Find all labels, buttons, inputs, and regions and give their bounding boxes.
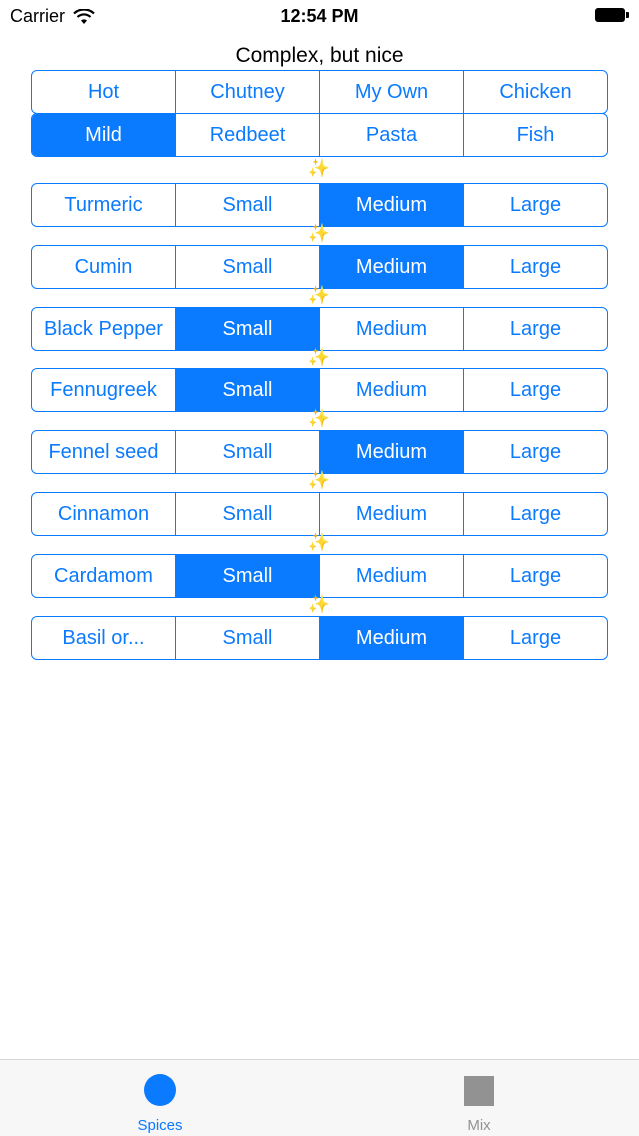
- spice-name-cardamom[interactable]: Cardamom: [54, 564, 153, 587]
- size-medium[interactable]: Medium: [319, 246, 463, 288]
- sparkle-icon: ✨: [307, 285, 331, 305]
- tab-bar: [0, 1059, 639, 1136]
- size-medium[interactable]: Medium: [319, 493, 463, 535]
- size-medium[interactable]: Medium: [319, 555, 463, 597]
- size-small[interactable]: Small: [175, 431, 319, 473]
- sparkle-icon: ✨: [307, 470, 331, 490]
- category-my-own[interactable]: My Own: [319, 71, 463, 113]
- size-small[interactable]: Small: [175, 493, 319, 535]
- square-icon: [464, 1076, 494, 1106]
- sparkle-icon: ✨: [307, 532, 331, 552]
- size-medium[interactable]: Medium: [319, 617, 463, 659]
- spice-name-fennugreek[interactable]: Fennugreek: [50, 378, 157, 401]
- sparkle-icon: ✨: [307, 223, 331, 243]
- size-large[interactable]: Large: [463, 555, 607, 597]
- size-small[interactable]: Small: [175, 555, 319, 597]
- size-small[interactable]: Small: [175, 184, 319, 226]
- spice-name-turmeric[interactable]: Turmeric: [64, 193, 143, 216]
- size-medium[interactable]: Medium: [319, 184, 463, 226]
- size-medium[interactable]: Medium: [319, 369, 463, 411]
- category-chicken[interactable]: Chicken: [463, 71, 607, 113]
- category-hot[interactable]: Hot: [87, 80, 120, 103]
- category-chutney[interactable]: Chutney: [175, 71, 319, 113]
- spice-name-black-pepper[interactable]: Black Pepper: [44, 317, 163, 340]
- spice-name-cinnamon[interactable]: Cinnamon: [57, 502, 150, 525]
- sparkle-icon: ✨: [307, 594, 331, 614]
- size-large[interactable]: Large: [463, 369, 607, 411]
- category-row-1: [31, 70, 608, 114]
- category-row-2: [31, 113, 608, 157]
- size-medium[interactable]: Medium: [319, 308, 463, 350]
- sparkle-icon: ✨: [307, 158, 331, 178]
- tab-spices-label: Spices: [137, 1117, 183, 1134]
- size-small[interactable]: Small: [175, 246, 319, 288]
- category-redbeet[interactable]: Redbeet: [175, 114, 319, 156]
- battery-icon: [595, 8, 629, 24]
- spice-row-basil-or: [31, 616, 608, 660]
- category-mild[interactable]: Mild: [32, 114, 175, 156]
- sparkle-icon: ✨: [307, 347, 331, 367]
- size-small[interactable]: Small: [175, 369, 319, 411]
- size-small[interactable]: Small: [175, 617, 319, 659]
- tab-mix[interactable]: [379, 1060, 579, 1136]
- size-large[interactable]: Large: [463, 431, 607, 473]
- size-large[interactable]: Large: [463, 493, 607, 535]
- sparkle-icon: ✨: [307, 408, 331, 428]
- size-large[interactable]: Large: [463, 246, 607, 288]
- spice-name-fennel-seed[interactable]: Fennel seed: [48, 440, 159, 463]
- size-large[interactable]: Large: [463, 308, 607, 350]
- spice-name-cumin[interactable]: Cumin: [74, 255, 133, 278]
- tab-mix-label: Mix: [467, 1117, 491, 1134]
- status-time: 12:54 PM: [280, 6, 359, 26]
- size-small[interactable]: Small: [175, 308, 319, 350]
- category-pasta[interactable]: Pasta: [319, 114, 463, 156]
- size-large[interactable]: Large: [463, 184, 607, 226]
- status-bar: [0, 0, 639, 34]
- carrier-label: Carrier: [10, 6, 66, 26]
- size-large[interactable]: Large: [463, 617, 607, 659]
- tab-spices[interactable]: [60, 1060, 260, 1136]
- spice-name-basil-or[interactable]: Basil or...: [62, 626, 145, 649]
- circle-icon: [144, 1074, 176, 1106]
- size-medium[interactable]: Medium: [319, 431, 463, 473]
- category-fish[interactable]: Fish: [463, 114, 607, 156]
- page-title: Complex, but nice: [235, 44, 404, 67]
